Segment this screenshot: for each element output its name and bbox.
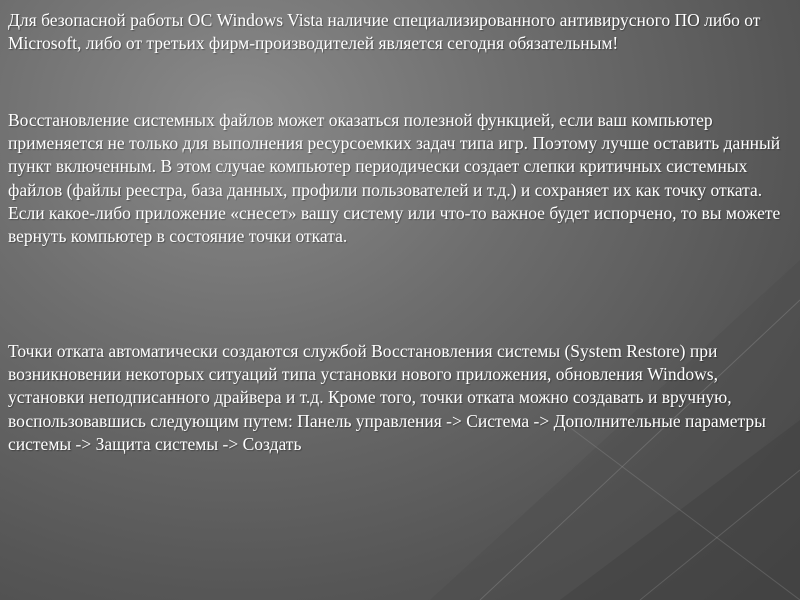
paragraph-restore-points: Точки отката автоматически создаются службой Восстановления системы (System Restore) при возникновении некоторых ситуаций типа установки нового приложения, обновления Windows, установки неподписанного драйвера и т.д. Кроме того, точки отката можно создавать и вручную, воспользовавшись следующим путем: Панель управления -> Система -> Дополнительные параметры системы -> Защита системы -> Создать bbox=[8, 341, 766, 454]
paragraph-system-restore: Восстановление системных файлов может оказаться полезной функцией, если ваш компьютер применяется не только для выполнения ресурсоемких задач типа игр. Поэтому лучше оставить данный пункт включенным. В этом случае компьютер периодически создает слепки критичных системных файлов (файлы реестра, база данных, профили пользователей и т.д.) и сохраняет их как точку отката. Если какое-либо приложение «снесет» вашу систему или что-то важное будет испорчено, то вы можете вернуть компьютер в состояние точки отката. bbox=[8, 110, 781, 247]
paragraph-antivirus: Для безопасной работы ОС Windows Vista наличие специализированного антивирусного ПО либо от Microsoft, либо от третьих фирм-производителей является сегодня обязательным! bbox=[8, 10, 761, 54]
